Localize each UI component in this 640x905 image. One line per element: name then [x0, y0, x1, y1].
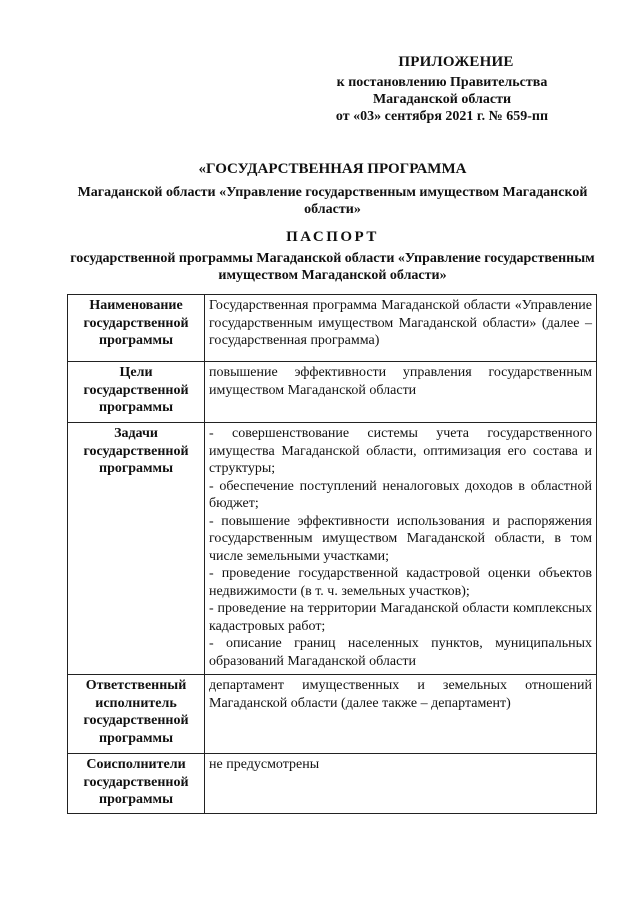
task-item: - проведение государственной кадастровой оценки объектов недвижимости (в т. ч. земельных участков);: [209, 566, 592, 599]
row-label: Цели государственной программы: [68, 362, 205, 423]
task-item: - повышение эффективности использования и распоряжения государственным имуществом Магаданской области, в том числе земельными участками;: [209, 513, 592, 564]
passport-subheading: государственной программы Магаданской области «Управление государственным имуществом Магаданской области»: [70, 251, 595, 283]
row-value: не предусмотрены: [205, 754, 597, 814]
row-value: повышение эффективности управления государственным имуществом Магаданской области: [205, 362, 597, 423]
appendix-line: от «03» сентября 2021 г. № 659-пп: [335, 109, 549, 124]
program-title: «ГОСУДАРСТВЕННАЯ ПРОГРАММА: [198, 161, 467, 177]
table-row: [68, 295, 597, 362]
row-value: Государственная программа Магаданской области «Управление государственным имуществом Магаданской области» (далее – государственная программа): [205, 295, 597, 362]
table-row: [68, 754, 597, 814]
row-label: Задачи государственной программы: [68, 423, 205, 675]
row-label: Наименование государственной программы: [68, 295, 205, 362]
table-row: [68, 362, 597, 423]
row-label: Соисполнители государственной программы: [68, 754, 205, 814]
program-subtitle: Магаданской области «Управление государственным имуществом Магаданской области»: [77, 185, 588, 217]
appendix-heading: ПРИЛОЖЕНИЕ: [398, 54, 514, 70]
passport-table: [67, 294, 597, 814]
appendix-line: к постановлению Правительства: [336, 75, 548, 90]
row-label: Ответственный исполнитель государственной программы: [68, 675, 205, 754]
task-item: - проведение на территории Магаданской области комплексных кадастровых работ;: [209, 601, 592, 634]
task-item: - обеспечение поступлений неналоговых доходов в областной бюджет;: [209, 478, 592, 511]
passport-heading: ПАСПОРТ: [286, 229, 379, 245]
task-item: - описание границ населенных пунктов, муниципальных образований Магаданской области: [209, 636, 592, 669]
row-value: департамент имущественных и земельных отношений Магаданской области (далее также – департамент): [205, 675, 597, 754]
task-item: - совершенствование системы учета государственного имущества Магаданской области, оптимизация его состава и структуры;: [209, 426, 592, 476]
appendix-line: Магаданской области: [372, 92, 512, 107]
table-row: [68, 423, 597, 675]
table-row: [68, 675, 597, 754]
tasks-list: [205, 423, 597, 675]
appendix-block: [322, 54, 562, 125]
